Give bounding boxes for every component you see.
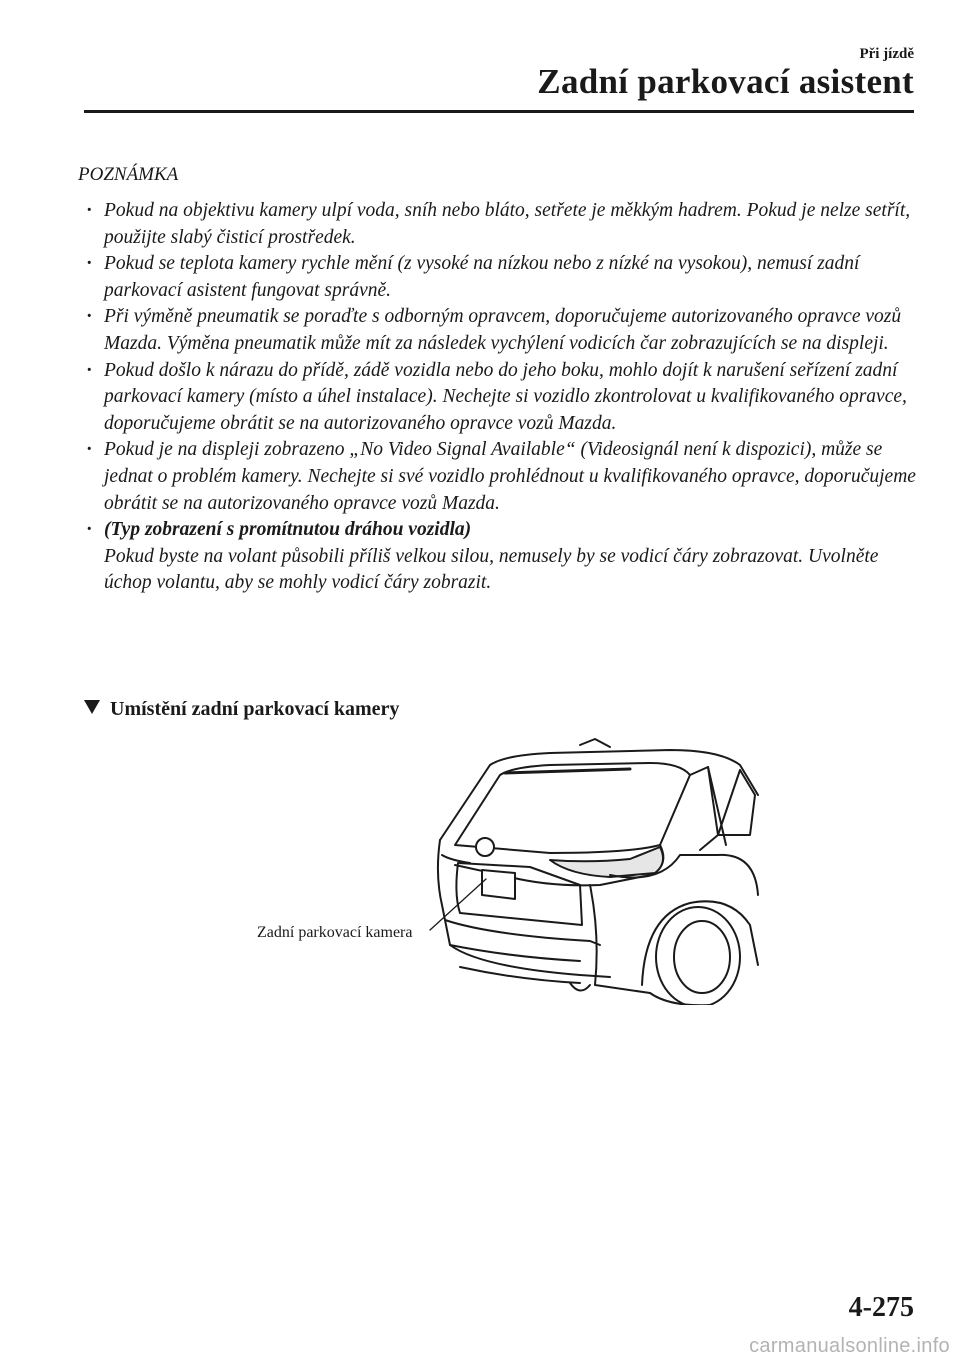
header-rule	[84, 110, 914, 113]
header-section: Při jízdě	[859, 46, 914, 62]
page-number: 4-275	[848, 1292, 914, 1323]
note-item: · Pokud došlo k nárazu do přídě, zádě vozidla nebo do jeho boku, mohlo dojít k narušení seřízení zadní parkovací kamery (místo a úhel instalace). Nechejte si vozidlo zkontrolovat u kvalifikovaného opravce, doporučujeme obrátit se na autorizovaného opravce vozů Mazda.	[78, 358, 918, 438]
car-rear-illustration	[250, 735, 770, 1005]
note-item: · Při výměně pneumatik se poraďte s odborným opravcem, doporučujeme autorizovaného opravce vozů Mazda. Výměna pneumatik může mít za následek vychýlení vodicích čar zobrazujících se na displeji.	[78, 304, 918, 357]
note-item: · Pokud je na displeji zobrazeno „No Video Signal Available“ (Videosignál není k dispozici), může se jednat o problém kamery. Nechejte si své vozidlo prohlédnout u kvalifikovaného opravce, doporučujeme obrátit se na autorizovaného opravce vozů Mazda.	[78, 437, 918, 517]
note-item: · Pokud se teplota kamery rychle mění (z vysoké na nízkou nebo z nízké na vysokou), nemusí zadní parkovací asistent fungovat správně.	[78, 251, 918, 304]
note-item: · (Typ zobrazení s promítnutou dráhou vozidla) Pokud byste na volant působili příliš velkou silou, nemusely by se vodicí čáry zobrazovat. Uvolněte úchop volantu, aby se mohly vodicí čáry zobrazit.	[78, 517, 918, 597]
triangle-down-icon	[84, 700, 100, 714]
note-item-emphasis: · (Typ zobrazení s promítnutou dráhou vozidla)	[104, 519, 472, 541]
section-heading: Umístění zadní parkovací kamery	[84, 698, 399, 721]
note-item: · Pokud na objektivu kamery ulpí voda, sníh nebo bláto, setřete je měkkým hadrem. Pokud je nelze setřít, použijte slabý čisticí prostředek.	[78, 198, 918, 251]
footer-watermark: carmanualsonline.info	[749, 1335, 950, 1357]
note-list	[78, 198, 918, 597]
note-title: POZNÁMKA	[78, 164, 179, 185]
page-title: Zadní parkovací asistent	[537, 62, 914, 101]
camera-label: Zadní parkovací kamera	[257, 924, 413, 941]
